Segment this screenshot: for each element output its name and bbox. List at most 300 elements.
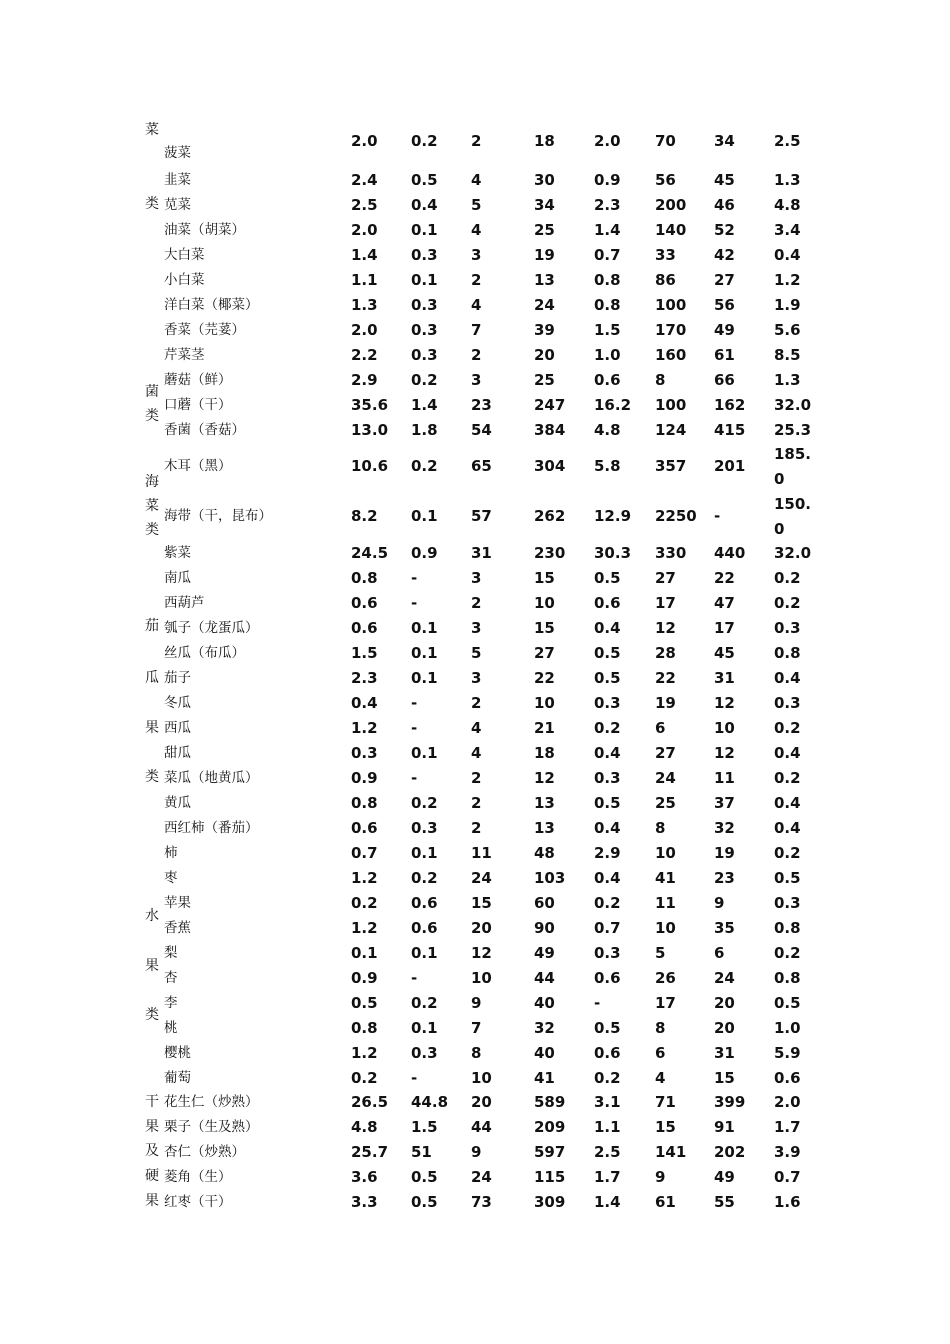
value-cell: 440 xyxy=(714,544,746,562)
table-row xyxy=(0,1066,950,1091)
food-name: 枣 xyxy=(164,870,178,886)
value-cell: 3 xyxy=(471,569,482,587)
value-cell: 51 xyxy=(411,1143,432,1161)
value-cell: 0.3 xyxy=(411,346,438,364)
value-cell: 22 xyxy=(714,569,735,587)
value-cell: 2 xyxy=(471,694,482,712)
value-cell: 12 xyxy=(534,769,555,787)
food-name: 油菜（胡菜） xyxy=(164,222,245,238)
value-cell: 6 xyxy=(655,1044,666,1062)
value-cell: 15 xyxy=(655,1118,676,1136)
value-cell: 0.3 xyxy=(351,744,378,762)
value-cell: 0.6 xyxy=(774,1069,801,1087)
category-char: 类 xyxy=(145,196,159,212)
value-cell: 2.2 xyxy=(351,346,378,364)
table-row xyxy=(0,418,950,443)
table-row xyxy=(0,716,950,741)
value-cell: 0.6 xyxy=(594,1044,621,1062)
value-cell: 0.6 xyxy=(411,894,438,912)
food-name: 菜瓜（地黄瓜） xyxy=(164,770,259,786)
value-cell: 47 xyxy=(714,594,735,612)
value-cell: 0.5 xyxy=(774,869,801,887)
value-cell: 1.2 xyxy=(351,1044,378,1062)
value-cell: 0.3 xyxy=(774,694,801,712)
value-cell: 0.4 xyxy=(594,619,621,637)
value-cell: 1.5 xyxy=(351,644,378,662)
value-cell: 11 xyxy=(471,844,492,862)
value-cell: 0.1 xyxy=(411,669,438,687)
food-name: 葡萄 xyxy=(164,1070,191,1086)
value-cell: 2 xyxy=(471,132,482,150)
value-cell: 1.1 xyxy=(351,271,378,289)
value-cell: 0.5 xyxy=(594,794,621,812)
value-cell: 8 xyxy=(655,1019,666,1037)
food-name: 芹菜茎 xyxy=(164,347,205,363)
category-char: 及 xyxy=(145,1143,159,1159)
value-cell: 5.8 xyxy=(594,457,621,475)
value-cell: 61 xyxy=(655,1193,676,1211)
value-cell: 0.5 xyxy=(774,994,801,1012)
value-cell: 0.2 xyxy=(411,869,438,887)
category-char: 茄 xyxy=(145,618,159,634)
value-cell: 20 xyxy=(471,919,492,937)
value-cell: 2 xyxy=(471,271,482,289)
value-cell: 5 xyxy=(471,196,482,214)
value-cell: 357 xyxy=(655,457,687,475)
value-cell: 597 xyxy=(534,1143,566,1161)
value-cell: 0.2 xyxy=(411,132,438,150)
value-cell: 1.3 xyxy=(774,171,801,189)
table-row xyxy=(0,966,950,991)
value-cell: 32 xyxy=(534,1019,555,1037)
value-cell: 10 xyxy=(471,1069,492,1087)
value-cell: 24 xyxy=(714,969,735,987)
value-cell: 0.7 xyxy=(594,919,621,937)
value-cell: 49 xyxy=(534,944,555,962)
value-cell: 25 xyxy=(534,371,555,389)
value-cell: 1.3 xyxy=(774,371,801,389)
food-name: 黄瓜 xyxy=(164,795,191,811)
value-cell: 589 xyxy=(534,1093,566,1111)
value-cell: 0.1 xyxy=(411,744,438,762)
value-cell: 46 xyxy=(714,196,735,214)
value-cell: 0.3 xyxy=(411,246,438,264)
value-cell: 0.2 xyxy=(411,371,438,389)
value-cell: 2.9 xyxy=(594,844,621,862)
table-row xyxy=(0,666,950,691)
value-cell: 41 xyxy=(655,869,676,887)
category-char: 果 xyxy=(145,958,159,974)
value-cell: 0.1 xyxy=(411,221,438,239)
value-cell: 10 xyxy=(714,719,735,737)
table-row xyxy=(0,1140,950,1165)
value-cell: 34 xyxy=(534,196,555,214)
value-cell: 0.8 xyxy=(774,969,801,987)
value-cell: 19 xyxy=(714,844,735,862)
value-cell: 35.6 xyxy=(351,396,389,414)
value-cell: 2 xyxy=(471,819,482,837)
value-cell: 309 xyxy=(534,1193,566,1211)
value-cell: 0.6 xyxy=(351,819,378,837)
value-cell: 8 xyxy=(471,1044,482,1062)
food-name: 菠菜 xyxy=(164,145,191,161)
table-row xyxy=(0,318,950,343)
category-char: 类 xyxy=(145,769,159,785)
value-cell: 150. 0 xyxy=(774,495,812,538)
value-cell: 18 xyxy=(534,132,555,150)
table-row xyxy=(0,343,950,368)
value-cell: 9 xyxy=(471,1143,482,1161)
value-cell: 0.3 xyxy=(774,894,801,912)
value-cell: 3 xyxy=(471,619,482,637)
value-cell: 4.8 xyxy=(594,421,621,439)
value-cell: 0.5 xyxy=(411,1168,438,1186)
value-cell: 18 xyxy=(534,744,555,762)
value-cell: 0.2 xyxy=(411,457,438,475)
value-cell: 1.2 xyxy=(351,869,378,887)
value-cell: 26 xyxy=(655,969,676,987)
value-cell: 0.1 xyxy=(351,944,378,962)
value-cell: 201 xyxy=(714,457,746,475)
table-row xyxy=(0,566,950,591)
value-cell: 0.8 xyxy=(774,644,801,662)
value-cell: 1.4 xyxy=(594,221,621,239)
table-row xyxy=(0,641,950,666)
value-cell: 103 xyxy=(534,869,566,887)
value-cell: 9 xyxy=(655,1168,666,1186)
table-row xyxy=(0,168,950,193)
food-name: 西红柿（番茄） xyxy=(164,820,259,836)
food-name: 丝瓜（布瓜） xyxy=(164,645,245,661)
value-cell: 1.0 xyxy=(594,346,621,364)
value-cell: 70 xyxy=(655,132,676,150)
value-cell: 4 xyxy=(471,744,482,762)
food-name: 西葫芦 xyxy=(164,595,205,611)
category-char: 果 xyxy=(145,1193,159,1209)
value-cell: 2.0 xyxy=(351,132,378,150)
table-row xyxy=(0,1016,950,1041)
value-cell: 8 xyxy=(655,371,666,389)
value-cell: 1.8 xyxy=(411,421,438,439)
value-cell: 0.3 xyxy=(411,296,438,314)
value-cell: 3.1 xyxy=(594,1093,621,1111)
table-row xyxy=(0,393,950,418)
category-char: 海 xyxy=(145,474,159,490)
table-row xyxy=(0,941,950,966)
value-cell: 1.2 xyxy=(774,271,801,289)
value-cell: 304 xyxy=(534,457,566,475)
food-name: 杏仁（炒熟） xyxy=(164,1144,245,1160)
value-cell: 0.2 xyxy=(774,719,801,737)
food-name: 蘑菇（鲜） xyxy=(164,372,232,388)
value-cell: 10.6 xyxy=(351,457,389,475)
value-cell: 0.6 xyxy=(351,594,378,612)
value-cell: 45 xyxy=(714,644,735,662)
value-cell: 4 xyxy=(471,296,482,314)
value-cell: 26.5 xyxy=(351,1093,389,1111)
value-cell: 19 xyxy=(655,694,676,712)
value-cell: 1.5 xyxy=(411,1118,438,1136)
value-cell: 2.5 xyxy=(774,132,801,150)
value-cell: 124 xyxy=(655,421,687,439)
value-cell: 39 xyxy=(534,321,555,339)
value-cell: 4 xyxy=(471,719,482,737)
value-cell: 45 xyxy=(714,171,735,189)
value-cell: - xyxy=(594,994,601,1012)
value-cell: 0.2 xyxy=(774,769,801,787)
value-cell: 5.9 xyxy=(774,1044,801,1062)
value-cell: 90 xyxy=(534,919,555,937)
value-cell: 0.7 xyxy=(594,246,621,264)
food-name: 香菜（芫荽） xyxy=(164,322,245,338)
food-name: 海带（干，昆布） xyxy=(164,508,272,524)
value-cell: 40 xyxy=(534,994,555,1012)
value-cell: 13 xyxy=(534,819,555,837)
value-cell: 30 xyxy=(534,171,555,189)
food-name: 小白菜 xyxy=(164,272,205,288)
value-cell: 0.2 xyxy=(774,944,801,962)
value-cell: 0.6 xyxy=(594,371,621,389)
table-row xyxy=(0,129,950,161)
value-cell: 31 xyxy=(471,544,492,562)
value-cell: 0.8 xyxy=(594,296,621,314)
table-row xyxy=(0,1190,950,1215)
value-cell: 42 xyxy=(714,246,735,264)
value-cell: 0.2 xyxy=(594,719,621,737)
value-cell: 20 xyxy=(714,1019,735,1037)
value-cell: 0.2 xyxy=(774,844,801,862)
value-cell: 25.3 xyxy=(774,421,812,439)
value-cell: 0.2 xyxy=(351,1069,378,1087)
table-row xyxy=(0,1115,950,1140)
value-cell: 330 xyxy=(655,544,687,562)
value-cell: 31 xyxy=(714,1044,735,1062)
food-name: 红枣（干） xyxy=(164,1194,232,1210)
value-cell: 0.5 xyxy=(411,171,438,189)
value-cell: 66 xyxy=(714,371,735,389)
category-char: 水 xyxy=(145,908,159,924)
category-char: 果 xyxy=(145,1119,159,1135)
value-cell: 3.4 xyxy=(774,221,801,239)
value-cell: 0.8 xyxy=(351,794,378,812)
value-cell: 4.8 xyxy=(351,1118,378,1136)
value-cell: 11 xyxy=(655,894,676,912)
value-cell: 52 xyxy=(714,221,735,239)
value-cell: 9 xyxy=(714,894,725,912)
value-cell: 0.3 xyxy=(411,819,438,837)
value-cell: 1.7 xyxy=(594,1168,621,1186)
value-cell: 24 xyxy=(534,296,555,314)
value-cell: 0.8 xyxy=(351,1019,378,1037)
value-cell: 22 xyxy=(655,669,676,687)
table-row xyxy=(0,445,950,488)
value-cell: 0.4 xyxy=(774,669,801,687)
value-cell: 202 xyxy=(714,1143,746,1161)
category-char: 菌 xyxy=(145,384,159,400)
value-cell: 200 xyxy=(655,196,687,214)
value-cell: 399 xyxy=(714,1093,746,1111)
table-row xyxy=(0,766,950,791)
value-cell: 0.5 xyxy=(594,644,621,662)
value-cell: 24 xyxy=(471,1168,492,1186)
food-name: 柿 xyxy=(164,845,178,861)
value-cell: 2.4 xyxy=(351,171,378,189)
value-cell: 0.6 xyxy=(351,619,378,637)
value-cell: 48 xyxy=(534,844,555,862)
value-cell: 17 xyxy=(655,594,676,612)
value-cell: 0.9 xyxy=(351,969,378,987)
value-cell: 100 xyxy=(655,296,687,314)
food-name: 口蘑（干） xyxy=(164,397,232,413)
value-cell: 2.0 xyxy=(594,132,621,150)
value-cell: 32.0 xyxy=(774,396,812,414)
value-cell: 0.1 xyxy=(411,644,438,662)
value-cell: 162 xyxy=(714,396,746,414)
value-cell: 0.5 xyxy=(411,1193,438,1211)
value-cell: 0.3 xyxy=(774,619,801,637)
value-cell: 11 xyxy=(714,769,735,787)
value-cell: 20 xyxy=(714,994,735,1012)
food-name: 樱桃 xyxy=(164,1045,191,1061)
value-cell: 1.4 xyxy=(594,1193,621,1211)
food-name: 栗子（生及熟） xyxy=(164,1119,259,1135)
value-cell: 56 xyxy=(714,296,735,314)
value-cell: 247 xyxy=(534,396,566,414)
value-cell: 91 xyxy=(714,1118,735,1136)
value-cell: 65 xyxy=(471,457,492,475)
value-cell: 86 xyxy=(655,271,676,289)
food-name: 菱角（生） xyxy=(164,1169,232,1185)
value-cell: 13 xyxy=(534,794,555,812)
value-cell: 0.4 xyxy=(594,744,621,762)
table-row xyxy=(0,293,950,318)
value-cell: 15 xyxy=(471,894,492,912)
value-cell: 0.4 xyxy=(411,196,438,214)
category-char: 类 xyxy=(145,1007,159,1023)
category-char: 干 xyxy=(145,1094,159,1110)
value-cell: 33 xyxy=(655,246,676,264)
value-cell: 0.2 xyxy=(594,894,621,912)
value-cell: 55 xyxy=(714,1193,735,1211)
value-cell: 0.4 xyxy=(594,819,621,837)
value-cell: 13 xyxy=(534,271,555,289)
value-cell: - xyxy=(411,969,418,987)
value-cell: 0.4 xyxy=(774,794,801,812)
food-name: 花生仁（炒熟） xyxy=(164,1094,259,1110)
value-cell: 8.2 xyxy=(351,507,378,525)
value-cell: 185. 0 xyxy=(774,445,812,488)
category-char: 菜 xyxy=(145,122,159,138)
value-cell: 2.0 xyxy=(774,1093,801,1111)
value-cell: 0.9 xyxy=(594,171,621,189)
value-cell: 35 xyxy=(714,919,735,937)
table-row xyxy=(0,841,950,866)
value-cell: 57 xyxy=(471,507,492,525)
value-cell: 8 xyxy=(655,819,666,837)
table-row xyxy=(0,1165,950,1190)
value-cell: 2 xyxy=(471,346,482,364)
food-name: 韭菜 xyxy=(164,172,191,188)
value-cell: 0.1 xyxy=(411,844,438,862)
table-row xyxy=(0,916,950,941)
value-cell: 0.5 xyxy=(594,1019,621,1037)
value-cell: 0.7 xyxy=(351,844,378,862)
value-cell: - xyxy=(411,694,418,712)
value-cell: 32 xyxy=(714,819,735,837)
value-cell: 60 xyxy=(534,894,555,912)
value-cell: 2 xyxy=(471,769,482,787)
value-cell: 20 xyxy=(534,346,555,364)
value-cell: - xyxy=(714,507,721,525)
value-cell: 384 xyxy=(534,421,566,439)
value-cell: 24.5 xyxy=(351,544,389,562)
food-name: 苋菜 xyxy=(164,197,191,213)
food-name: 茄子 xyxy=(164,670,191,686)
value-cell: 4.8 xyxy=(774,196,801,214)
table-row xyxy=(0,816,950,841)
value-cell: 170 xyxy=(655,321,687,339)
value-cell: 23 xyxy=(714,869,735,887)
value-cell: 40 xyxy=(534,1044,555,1062)
table-row xyxy=(0,495,950,538)
value-cell: 44 xyxy=(534,969,555,987)
table-row xyxy=(0,741,950,766)
value-cell: 49 xyxy=(714,321,735,339)
value-cell: 9 xyxy=(471,994,482,1012)
value-cell: 28 xyxy=(655,644,676,662)
food-name: 杏 xyxy=(164,970,178,986)
value-cell: 73 xyxy=(471,1193,492,1211)
value-cell: 0.6 xyxy=(411,919,438,937)
table-row xyxy=(0,691,950,716)
value-cell: 31 xyxy=(714,669,735,687)
value-cell: 8.5 xyxy=(774,346,801,364)
value-cell: 10 xyxy=(534,694,555,712)
value-cell: 262 xyxy=(534,507,566,525)
value-cell: 24 xyxy=(471,869,492,887)
value-cell: - xyxy=(411,769,418,787)
table-row xyxy=(0,791,950,816)
food-name: 甜瓜 xyxy=(164,745,191,761)
value-cell: 2.3 xyxy=(594,196,621,214)
value-cell: - xyxy=(411,719,418,737)
value-cell: 27 xyxy=(534,644,555,662)
table-row xyxy=(0,591,950,616)
category-char: 类 xyxy=(145,408,159,424)
value-cell: 3.3 xyxy=(351,1193,378,1211)
table-row xyxy=(0,866,950,891)
value-cell: 0.2 xyxy=(774,594,801,612)
value-cell: 15 xyxy=(534,569,555,587)
value-cell: 17 xyxy=(714,619,735,637)
value-cell: 3.9 xyxy=(774,1143,801,1161)
value-cell: 54 xyxy=(471,421,492,439)
value-cell: 0.4 xyxy=(594,869,621,887)
value-cell: 44.8 xyxy=(411,1093,449,1111)
value-cell: 1.7 xyxy=(774,1118,801,1136)
value-cell: 71 xyxy=(655,1093,676,1111)
value-cell: 5.6 xyxy=(774,321,801,339)
value-cell: 0.9 xyxy=(351,769,378,787)
value-cell: 30.3 xyxy=(594,544,632,562)
value-cell: 1.0 xyxy=(774,1019,801,1037)
value-cell: 23 xyxy=(471,396,492,414)
value-cell: 56 xyxy=(655,171,676,189)
value-cell: 160 xyxy=(655,346,687,364)
table-row xyxy=(0,1090,950,1115)
value-cell: 21 xyxy=(534,719,555,737)
value-cell: 0.6 xyxy=(594,969,621,987)
